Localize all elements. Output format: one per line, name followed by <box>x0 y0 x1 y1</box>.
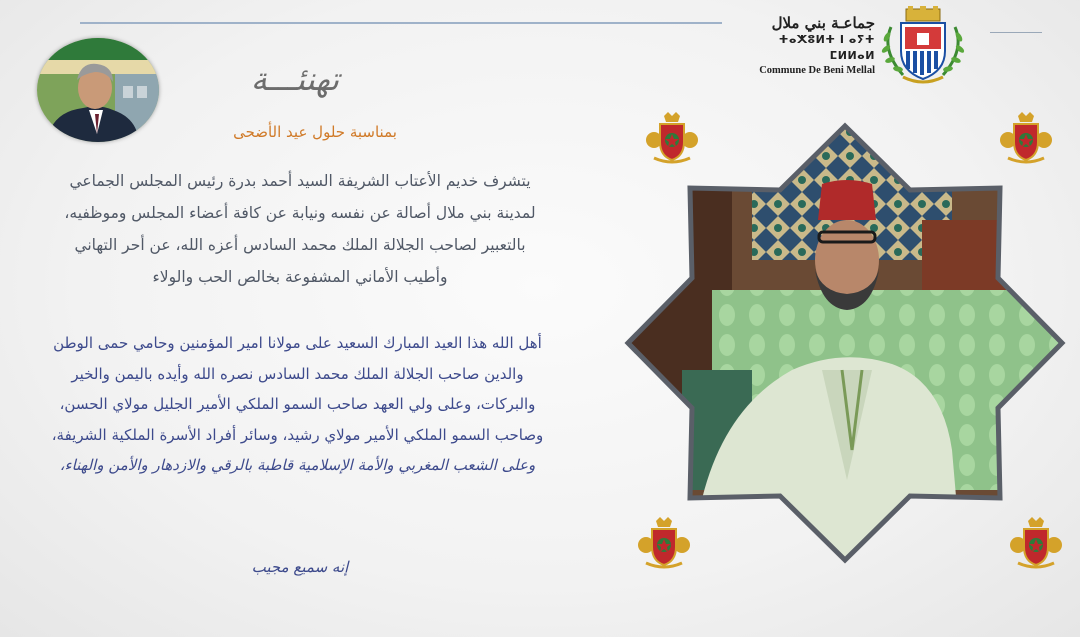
page-title: تهنئـــة <box>250 60 340 98</box>
closing-phrase: إنه سميع مجيب <box>251 558 349 576</box>
message-paragraph-2-main: أهل الله هذا العيد المبارك السعيد على مولانا امير المؤمنين وحامي حمى الوطن والدين صاحب الجلالة الملك محمد السادس نصره الله وأيده باليمن والخير والبركات، وعلى ولي العهد صاحب السمو الملكي الأمير الجليل مولاي الحسن، وصاحب السمو الملكي الأمير مولاي رشيد، وسائر أفراد الأسرة الملكية الشريفة، <box>51 334 544 444</box>
commune-logo-text <box>735 14 875 78</box>
council-president-portrait <box>37 38 159 142</box>
message-paragraph-2 <box>45 328 550 481</box>
logo-french: Commune De Beni Mellal <box>759 65 875 76</box>
top-right-divider <box>990 32 1042 33</box>
logo-arabic: جماعـة بني ملال <box>771 14 875 32</box>
beni-mellal-crest-icon <box>873 5 973 85</box>
page-subtitle: بمناسبة حلول عيد الأضحى <box>233 123 397 141</box>
message-paragraph-1: يتشرف خديم الأعتاب الشريفة السيد أحمد بدرة رئيس المجلس الجماعي لمدينة بني ملال أصالة عن نفسه ونيابة عن كافة أعضاء المجلس وموظفيه، بالتعبير لصاحب الجلالة الملك محمد السادس أعزه الله، عن أحر التهاني وأطيب الأماني المشفوعة بخالص الحب والولاء <box>64 172 536 286</box>
king-portrait-photo <box>622 120 1068 566</box>
logo-tifinagh: ⵜⴰⵅⵓⵍⵜ ⵏ ⴰⵢⵜ ⵎⵍⵍⴰⵍ <box>778 33 875 62</box>
message-paragraph-2-italic: وعلى الشعب المغربي والأمة الإسلامية قاطبة بالرقي والازدهار والأمن والهناء، <box>59 456 536 474</box>
top-divider <box>80 22 722 24</box>
